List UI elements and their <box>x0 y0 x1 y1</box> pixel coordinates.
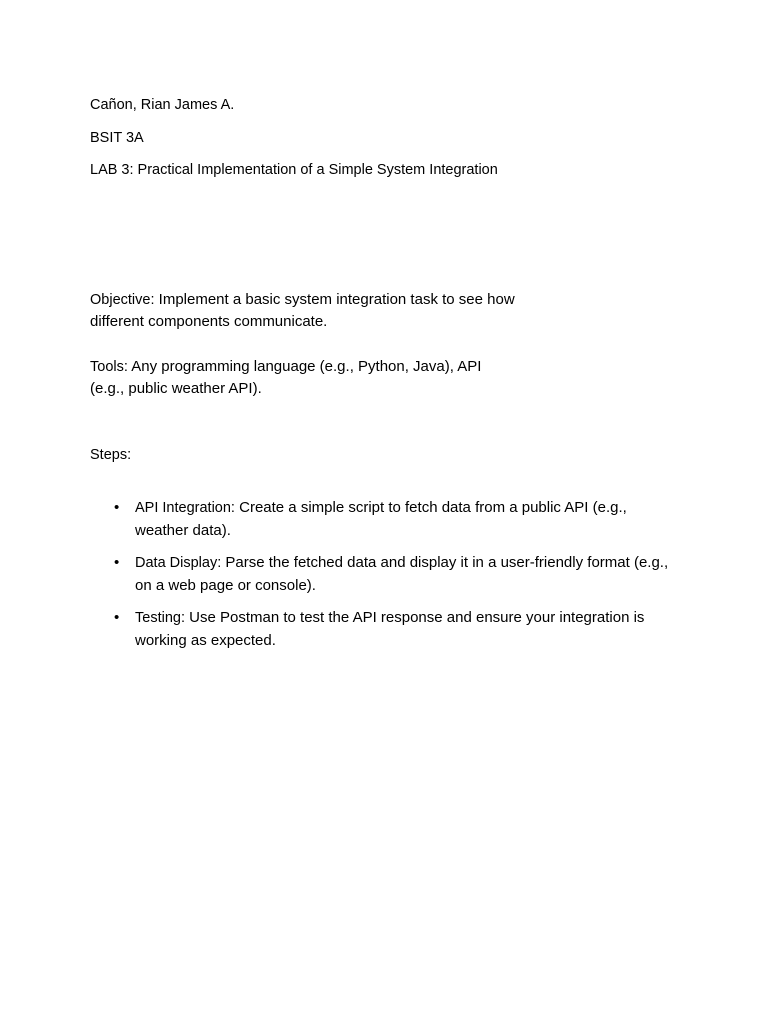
objective-text: Implement a basic system integration task to see how different components communicate. <box>90 291 515 330</box>
section-label: BSIT 3A <box>90 130 144 146</box>
bullet-icon: • <box>114 609 120 626</box>
author-name: Cañon, Rian James A. <box>90 97 235 113</box>
objective-label: Objective: <box>90 292 155 308</box>
step-item-data-display <box>90 552 675 597</box>
bullet-icon: • <box>114 499 120 516</box>
step-text: Use Postman to test the API response and ensure your integration is working as expected. <box>135 609 645 649</box>
step-text: Parse the fetched data and display it in a user-friendly format (e.g., on a web page or console). <box>135 554 669 594</box>
step-text: Create a simple script to fetch data from a public API (e.g., weather data). <box>135 499 627 539</box>
steps-list <box>90 497 690 662</box>
objective-paragraph <box>90 289 530 333</box>
bullet-icon: • <box>114 554 120 571</box>
step-label: API Integration: <box>135 500 235 516</box>
tools-label: Tools: <box>90 359 128 375</box>
step-item-testing <box>90 607 675 652</box>
lab-title: LAB 3: Practical Implementation of a Simple System Integration <box>90 162 498 178</box>
tools-paragraph <box>90 356 490 400</box>
steps-heading: Steps: <box>90 447 132 463</box>
step-label: Testing: <box>135 610 185 626</box>
step-item-api-integration <box>90 497 675 542</box>
tools-text: Any programming language (e.g., Python, Java), API (e.g., public weather API). <box>90 358 482 397</box>
step-label: Data Display: <box>135 555 222 571</box>
